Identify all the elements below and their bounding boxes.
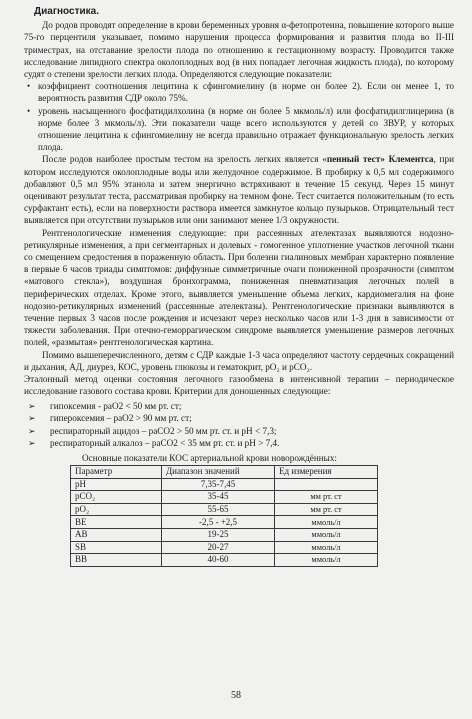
list-item	[27, 80, 454, 104]
table-header-row	[71, 466, 378, 479]
list-item-text: коэффициент соотношения лецитина к сфингомиелину (в норме он более 2). Если он менее 1, то вероятность развития СДР около 75%.	[38, 81, 454, 104]
unit-cell	[275, 478, 378, 491]
arrow-bullet-icon: ➢	[28, 425, 36, 436]
parameter-cell: SB	[71, 541, 162, 554]
table-row	[71, 478, 378, 491]
acid-base-table	[70, 465, 378, 567]
foam-test-intro: После родов наиболее простым тестом на зрелость легких является «	[42, 154, 327, 165]
column-header: Параметр	[71, 466, 162, 479]
criteria-text: гипоксемия - paО2 < 50 мм рт. ст;	[50, 400, 182, 411]
range-cell: 20-27	[162, 541, 275, 554]
table-row	[71, 541, 378, 554]
paragraph-radiology: Рентгенологические изменения следующие: при рассеянных ателектазах выявляются нодозно-ретикулярные изменения, а при сегментарных и долевых - гомогенное уплотнение участков легочной ткани со смещением средостения в пораженную область. При болезни гиалиновых мембран характерно появление в первые 6 часов триады симптомов: диффузные симметричные очаги пониженной прозрачности (симптом «матового стекла»), воздушная бронхограмма, пониженная пневматизация легочных полей в периферических отделах. Кроме этого, выявляется уменьшение объема легких, кардиомегалия на фоне нодозно-ретикулярных изменений (рассеянные ателектазы). Рентгенологические признаки выявляются в течение первых 3 часов после рождения и исчезают через несколько часов или 1-3 дня в зависимости от тяжести заболевания. При отечно-геморрагическом синдроме выявляется уменьшение размеров легочных полей, «размытая» рентгенологическая картина.	[24, 227, 454, 348]
paragraph-foam-test	[24, 153, 454, 226]
criteria-list	[24, 400, 454, 450]
parameter-cell: pH	[71, 478, 162, 491]
unit-cell: ммоль/л	[275, 529, 378, 542]
range-cell: 19-25	[162, 529, 275, 542]
indicator-list	[24, 80, 454, 153]
criteria-item	[28, 425, 454, 438]
parameter-cell: AB	[71, 529, 162, 542]
criteria-item	[28, 437, 454, 450]
section-heading: Диагностика.	[34, 6, 99, 17]
bullet-dot-icon: •	[27, 81, 31, 92]
parameter-cell: pCO₂	[71, 491, 162, 504]
criteria-text: респираторный ацидоз – paСО2 > 50 мм рт. ст. и pH < 7,3;	[50, 425, 277, 436]
arrow-bullet-icon: ➢	[28, 438, 36, 449]
paragraph-gas-exchange: Эталонный метод оценки состояния легочного газообмена в интенсивной терапии – периодическое исследование газового состава крови. Критерии для доношенных следующие:	[24, 374, 454, 397]
arrow-bullet-icon: ➢	[28, 413, 36, 424]
unit-cell: мм рт. ст	[275, 491, 378, 504]
parameter-cell: pO₂	[71, 503, 162, 516]
table-row	[71, 554, 378, 567]
foam-test-body: , при котором исследуются околоплодные воды или желудочное содержимое. В пробирку к 0,5 мл содержимого добавляют 0,5 мл 95% этанола и затем энергично встряхивают в течение 15 секунд. Через 15 минут оценивают результат теста, рассматривая пробирку на темном фоне. Тест считается положительным (то есть сурфактант есть), если на поверхности раствора имеется замкнутое кольцо пузырьков. Отрицательный тест выявляется при отсутствии пузырьков или они занимают менее 1/3 окружности.	[24, 154, 454, 226]
column-header: Ед измерения	[275, 466, 378, 479]
list-item-text: уровень насыщенного фосфатидилхолина (в норме он более 5 мкмоль/л) или фосфатидилглицерина (в норме более 3 мкмоль/л). Эти показатели чаще всего используются у детей со ЗВУР, у которых отношение лецитина к сфингомиелину не всегда правильно отражает функциональную зрелость легких плода.	[38, 105, 454, 153]
criteria-text: гипероксемия – paО2 > 90 мм рт. ст;	[50, 413, 192, 424]
parameter-cell: BB	[71, 554, 162, 567]
unit-cell: ммоль/л	[275, 516, 378, 529]
unit-cell: ммоль/л	[275, 541, 378, 554]
column-header: Диапазон значений	[162, 466, 275, 479]
page-number: 58	[231, 690, 241, 701]
range-cell: -2,5 - +2,5	[162, 516, 275, 529]
paragraph-monitoring: Помимо вышеперечисленного, детям с СДР каждые 1-3 часа определяют частоту сердечных сокращений и дыхания, АД, диурез, КОС, уровень глюкозы и гематокрит, pO₂ и pCO₂.	[24, 349, 454, 372]
criteria-text: респираторный алкалоз – paСО2 < 35 мм рт. ст. и pH > 7,4.	[50, 438, 280, 449]
parameter-cell: BE	[71, 516, 162, 529]
criteria-item	[28, 412, 454, 425]
arrow-bullet-icon: ➢	[28, 400, 36, 411]
range-cell: 40-60	[162, 554, 275, 567]
range-cell: 35-45	[162, 491, 275, 504]
range-cell: 7,35-7,45	[162, 478, 275, 491]
range-cell: 55-65	[162, 503, 275, 516]
criteria-item	[28, 400, 454, 413]
unit-cell: ммоль/л	[275, 554, 378, 567]
bullet-dot-icon: •	[27, 105, 31, 116]
table-row	[71, 516, 378, 529]
unit-cell: мм рт. ст	[275, 503, 378, 516]
list-item	[27, 105, 454, 154]
paragraph-antenatal-diagnostics: До родов проводят определение в крови беременных уровня α-фетопротеина, повышение которого выше 75-го перцентиля указывает, помимо нарушения процесса формирования и развития плода во II-III триместрах, на отставание зрелости плода по отношению к гестационному возрасту. Проводится также исследование липидного спектра околоплодных вод (в них попадает легочная жидкость плода), по которому судят о степени зрелости легких плода. Определяются следующие показатели:	[24, 20, 454, 80]
foam-test-term: пенный тест» Клементса	[326, 154, 434, 165]
table-row	[71, 503, 378, 516]
table-caption: Основные показатели КОС артериальной крови новорождённых:	[82, 452, 337, 463]
table-row	[71, 529, 378, 542]
table-row	[71, 491, 378, 504]
